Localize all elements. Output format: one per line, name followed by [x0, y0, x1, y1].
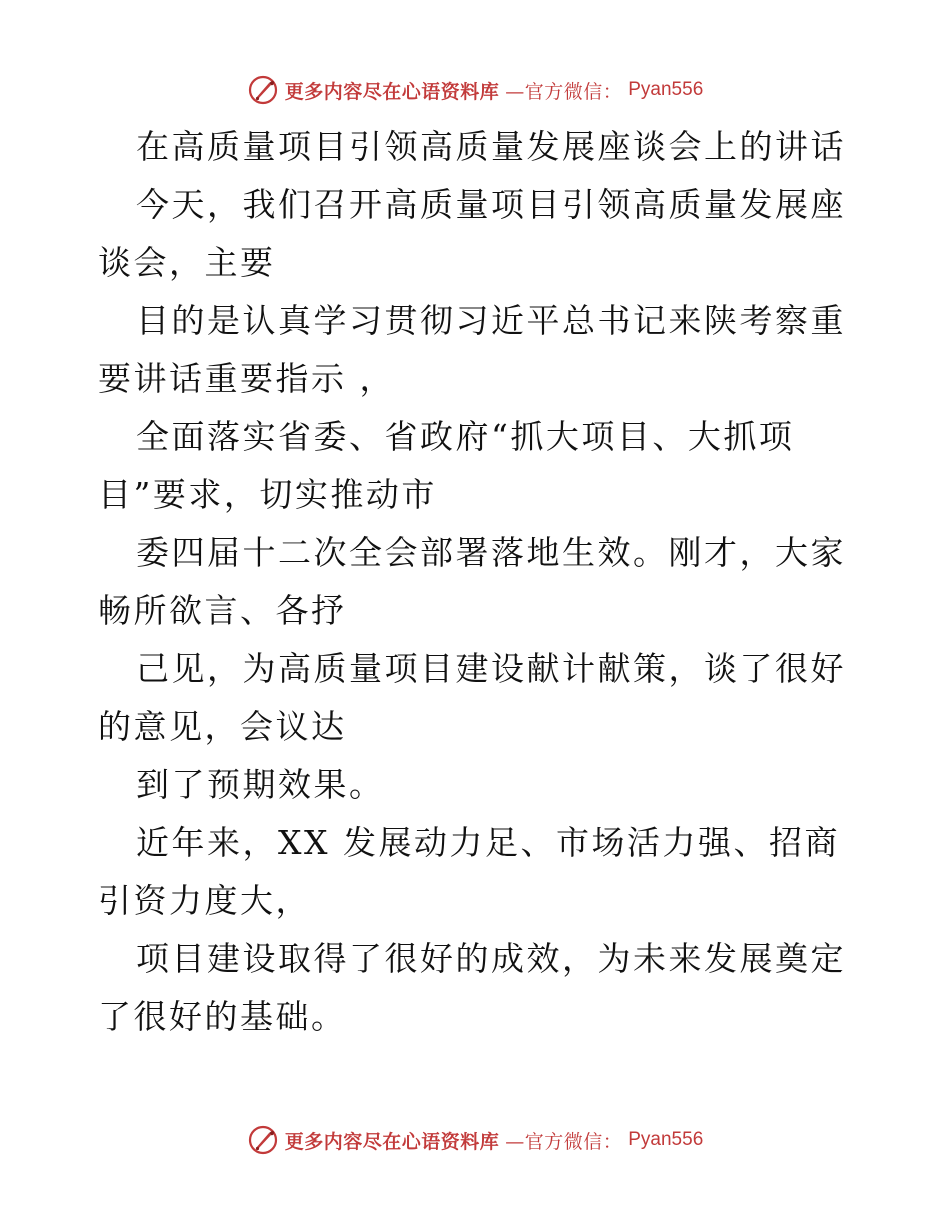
paragraph: 到了预期效果。: [136, 765, 385, 804]
banner-separator-text: —官方微信：: [505, 80, 623, 103]
paragraph: 目的是认真学习贯彻习近平总书记来陕考察重要讲话重要指示 ，: [98, 301, 846, 398]
paragraph: 项目建设取得了很好的成效，为未来发展奠定了很好的基础。: [98, 939, 846, 1036]
footer-banner: [0, 1120, 950, 1160]
paragraph: 委四届十二次全会部署落地生效。刚才，大家畅所欲言、各抒: [98, 533, 846, 630]
banner-separator-text: —官方微信：: [505, 1130, 623, 1153]
banner-brand-text: 更多内容尽在心语资料库: [284, 1130, 500, 1153]
quill-pen-logo-icon: [247, 1124, 279, 1156]
document-body: [98, 118, 858, 1046]
header-banner: [0, 70, 950, 110]
paragraph: 己见，为高质量项目建设献计献策，谈了很好的意见，会议达: [98, 649, 846, 746]
banner-wechat-handle: Pyan556: [628, 79, 704, 100]
banner-brand-text: 更多内容尽在心语资料库: [284, 80, 500, 103]
quill-pen-logo-icon: [247, 74, 279, 106]
paragraph: 近年来，XX 发展动力足、市场活力强、招商引资力度大，: [98, 823, 840, 920]
paragraph: 全面落实省委、省政府“抓大项目、大抓项 目”要求，切实推动市: [98, 417, 830, 514]
paragraph: 今天，我们召开高质量项目引领高质量发展座谈会，主要: [98, 185, 846, 282]
banner-wechat-handle: Pyan556: [628, 1129, 704, 1150]
document-title: 在高质量项目引领高质量发展座谈会上的讲话: [136, 127, 846, 166]
